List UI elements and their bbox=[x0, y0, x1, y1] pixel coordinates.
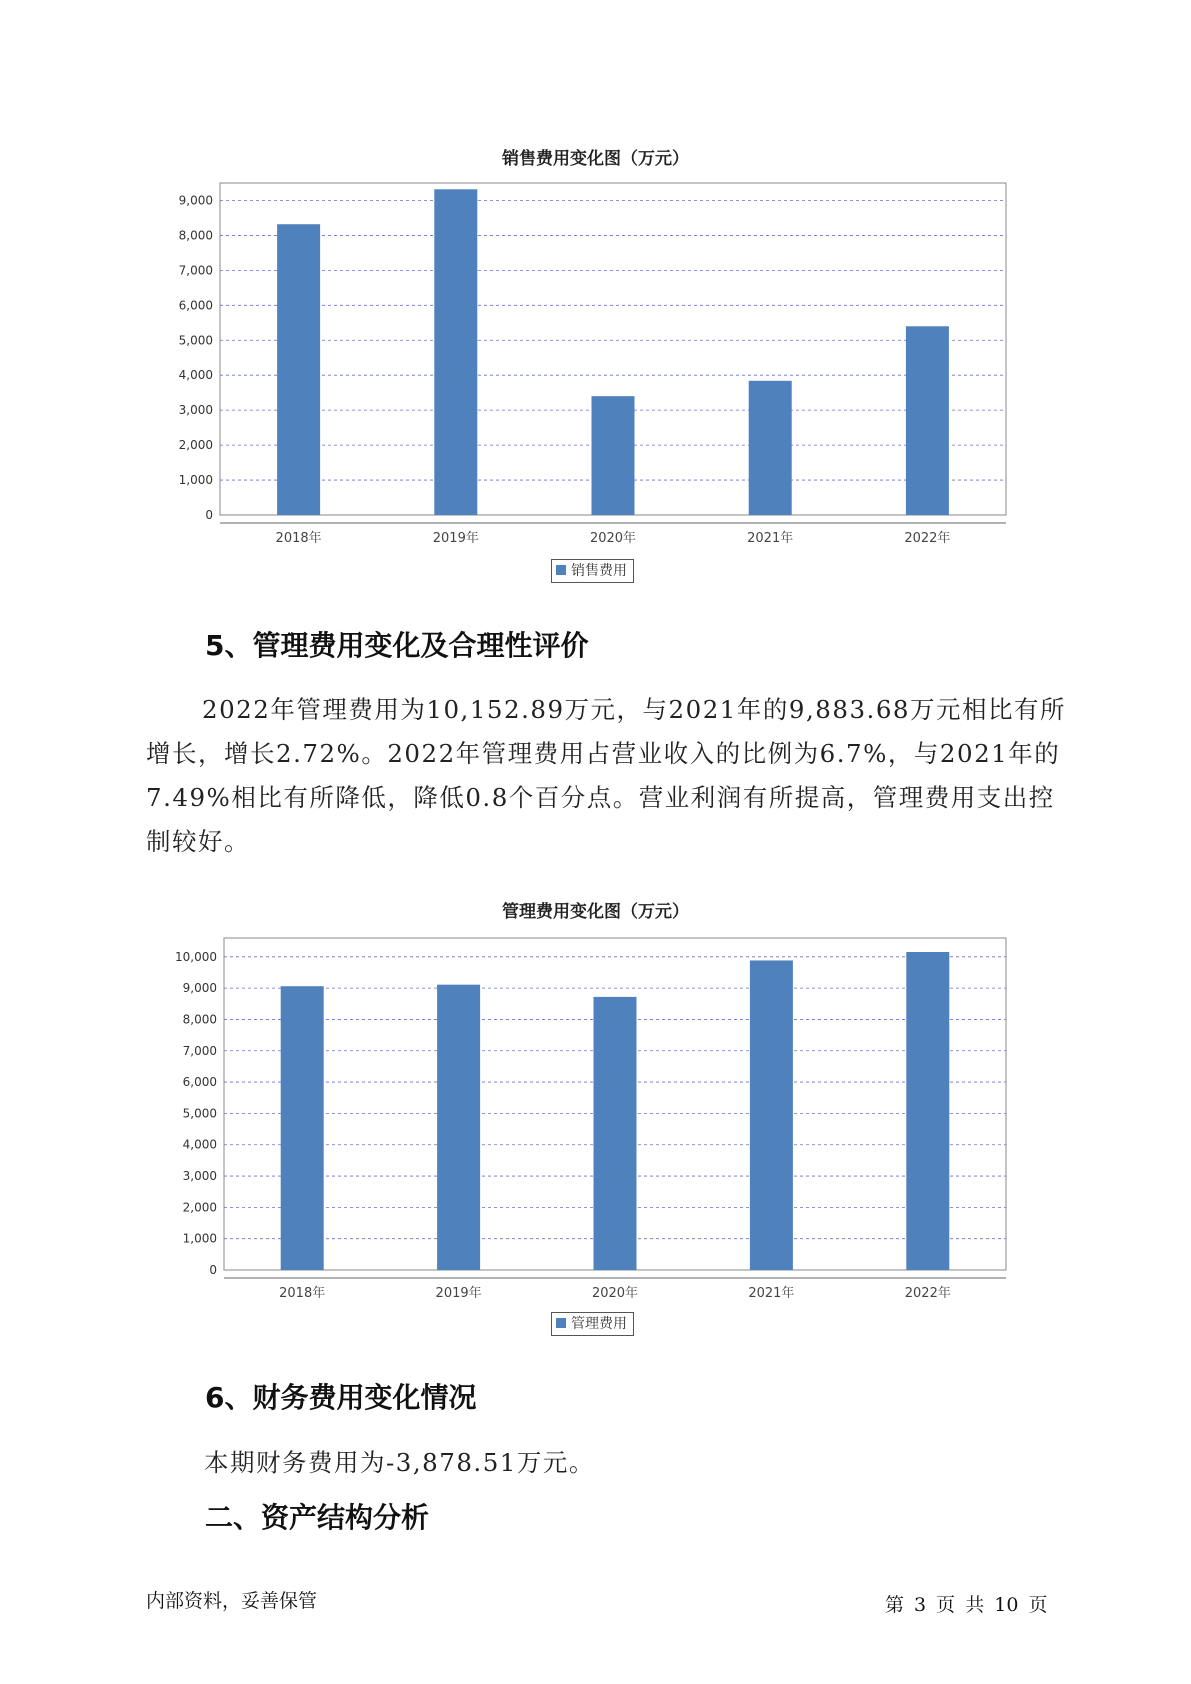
x-tick-label: 2021年 bbox=[747, 531, 794, 545]
y-tick-label: 9,000 bbox=[182, 981, 217, 996]
management-expense-chart bbox=[0, 930, 1191, 1300]
y-tick-label: 4,000 bbox=[182, 1137, 217, 1152]
y-tick-label: 1,000 bbox=[182, 1231, 217, 1246]
management-chart-legend bbox=[551, 1312, 634, 1336]
y-tick-label: 3,000 bbox=[182, 1169, 217, 1184]
y-tick-label: 6,000 bbox=[182, 1075, 217, 1090]
sales-chart-title: 销售费用变化图（万元） bbox=[502, 149, 689, 169]
x-tick-label: 2022年 bbox=[904, 531, 951, 545]
footer-page-number: 第 3 页 共 10 页 bbox=[885, 1594, 1048, 1616]
footer-confidential: 内部资料，妥善保管 bbox=[146, 1590, 318, 1612]
x-tick-label: 2020年 bbox=[591, 1286, 639, 1300]
y-tick-label: 3,000 bbox=[178, 403, 213, 418]
sales-expense-chart bbox=[0, 175, 1191, 545]
y-tick-label: 5,000 bbox=[182, 1106, 217, 1121]
bar bbox=[749, 381, 792, 515]
x-tick-label: 2018年 bbox=[279, 1286, 326, 1300]
x-tick-label: 2019年 bbox=[435, 1286, 482, 1300]
legend-swatch bbox=[556, 1318, 566, 1328]
bar bbox=[906, 326, 949, 515]
y-tick-label: 0 bbox=[209, 1263, 217, 1277]
asset-structure-heading: 二、资产结构分析 bbox=[205, 1501, 430, 1534]
x-tick-label: 2019年 bbox=[432, 531, 479, 545]
y-tick-label: 9,000 bbox=[178, 193, 213, 208]
y-tick-label: 2,000 bbox=[182, 1200, 217, 1215]
y-tick-label: 7,000 bbox=[178, 263, 213, 278]
bar bbox=[434, 189, 477, 515]
y-tick-label: 8,000 bbox=[178, 228, 213, 243]
legend-swatch bbox=[556, 565, 566, 575]
section-6-paragraph: 本期财务费用为-3,878.51万元。 bbox=[204, 1448, 595, 1477]
y-tick-label: 0 bbox=[205, 508, 213, 522]
section-6-heading: 6、财务费用变化情况 bbox=[205, 1381, 477, 1414]
x-tick-label: 2021年 bbox=[748, 1286, 795, 1300]
bar bbox=[281, 986, 324, 1270]
sales-chart-legend bbox=[551, 559, 634, 583]
y-tick-label: 8,000 bbox=[182, 1012, 217, 1027]
bar bbox=[592, 396, 635, 515]
y-tick-label: 4,000 bbox=[178, 368, 213, 383]
y-tick-label: 5,000 bbox=[178, 333, 213, 348]
y-tick-label: 2,000 bbox=[178, 438, 213, 453]
bar bbox=[437, 985, 480, 1270]
x-tick-label: 2022年 bbox=[904, 1286, 951, 1300]
legend-label-management: 管理费用 bbox=[571, 1316, 627, 1332]
x-tick-label: 2020年 bbox=[589, 531, 637, 545]
management-chart-title: 管理费用变化图（万元） bbox=[502, 902, 689, 922]
section-5-heading: 5、管理费用变化及合理性评价 bbox=[205, 629, 589, 662]
y-tick-label: 1,000 bbox=[178, 473, 213, 488]
bar bbox=[750, 960, 793, 1270]
x-tick-label: 2018年 bbox=[275, 531, 322, 545]
y-tick-label: 10,000 bbox=[175, 949, 217, 964]
y-tick-label: 6,000 bbox=[178, 298, 213, 313]
bar bbox=[277, 224, 320, 515]
legend-label-sales: 销售费用 bbox=[571, 563, 627, 579]
bar bbox=[594, 997, 637, 1270]
y-tick-label: 7,000 bbox=[182, 1043, 217, 1058]
section-5-paragraph: 2022年管理费用为10,152.89万元，与2021年的9,883.68万元相比有所增长，增长2.72%。2022年管理费用占营业收入的比例为6.7%，与2021年的7.49%相比有所降低，降低0.8个百分点。营业利润有所提高，管理费用支出控制较好。 bbox=[146, 695, 1066, 856]
bar bbox=[906, 952, 949, 1270]
